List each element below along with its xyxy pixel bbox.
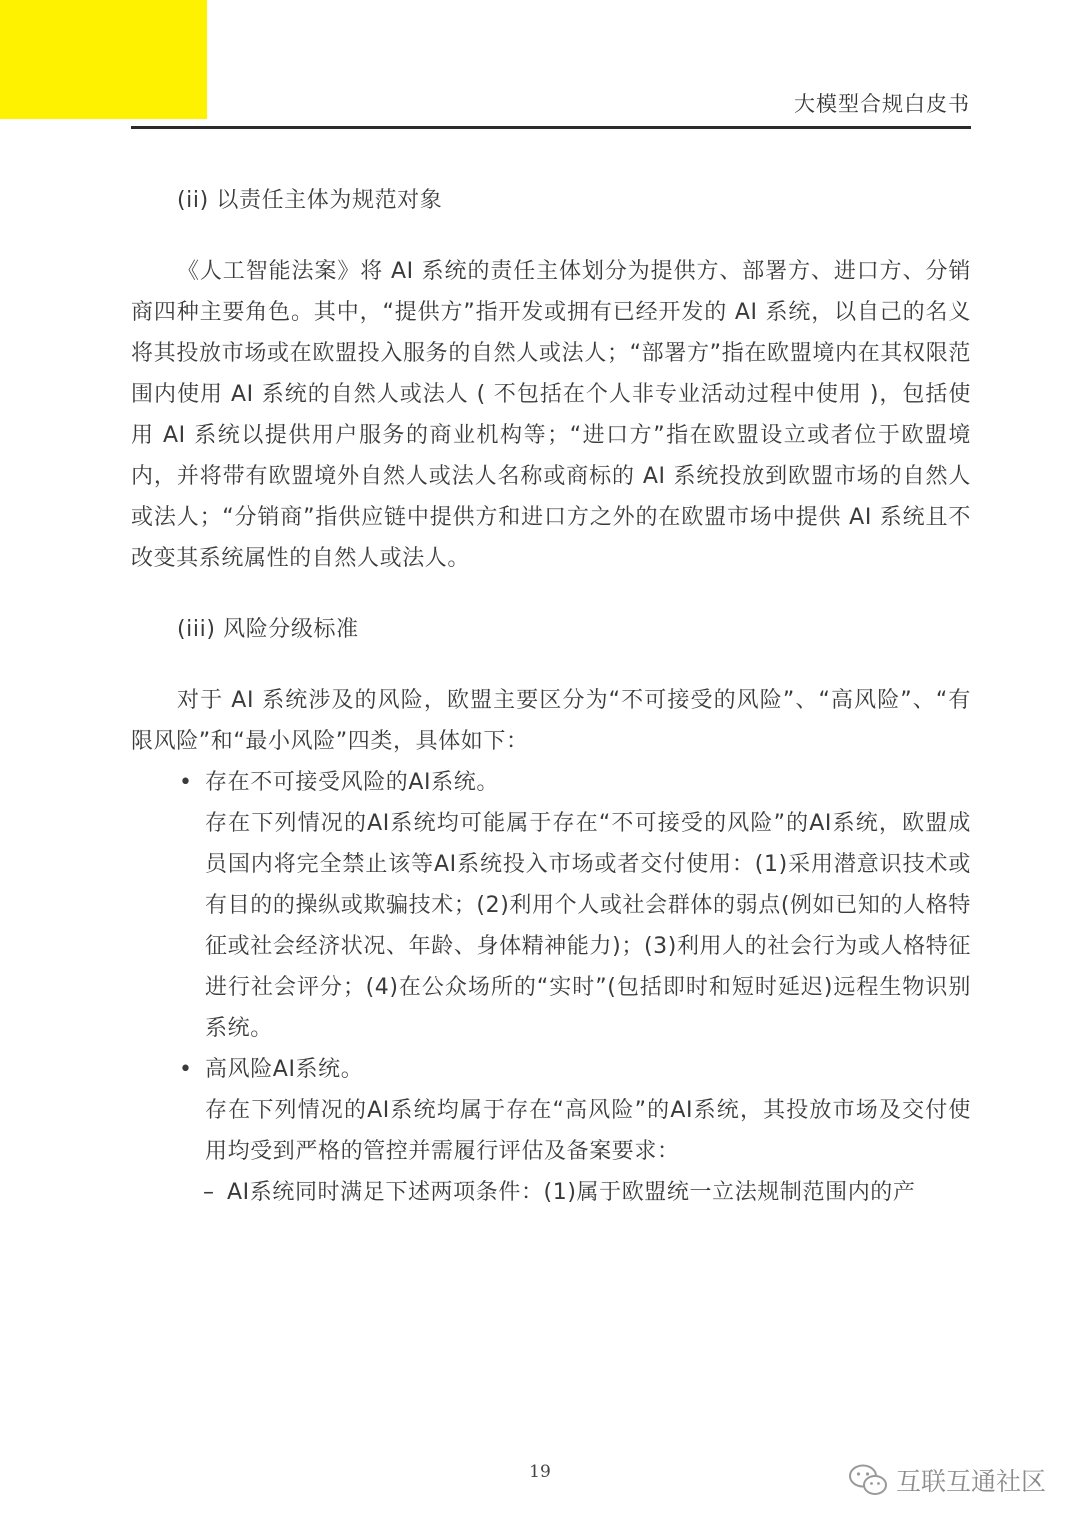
running-header-title: 大模型合规白皮书 bbox=[794, 92, 970, 116]
paragraph-unacceptable-risk: 存在下列情况的AI系统均可能属于存在“不可接受的风险”的AI系统，欧盟成员国内将完全禁止该等AI系统投入市场或者交付使用：(1)采用潜意识技术或有目的的操纵或欺骗技术；(2)利用个人或社会群体的弱点(例如已知的人格特征或社会经济状况、年龄、身体精神能力)；(3)利用人的社会行为或人格特征进行社会评分；(4)在公众场所的“实时”(包括即时和短时延迟)远程生物识别系统。 bbox=[205, 811, 971, 1041]
paragraph-risk-intro: 对于 AI 系统涉及的风险，欧盟主要区分为“不可接受的风险”、“高风险”、“有限风险”和“最小风险”四类，具体如下： bbox=[131, 688, 971, 754]
wechat-icon bbox=[848, 1463, 888, 1497]
bullet-high-risk: • 高风险AI系统。 bbox=[131, 1049, 971, 1090]
watermark bbox=[848, 1462, 1046, 1498]
header-rule bbox=[131, 126, 971, 129]
paragraph-roles: 《人工智能法案》将 AI 系统的责任主体划分为提供方、部署方、进口方、分销商四种主要角色。其中，“提供方”指开发或拥有已经开发的 AI 系统，以自己的名义将其投放市场或在欧盟投入服务的自然人或法人；“部署方”指在欧盟境内在其权限范围内使用 AI 系统的自然人或法人 ( 不包括在个人非专业活动过程中使用 )，包括使用 AI 系统以提供用户服务的商业机构等；“进口方”指在欧盟设立或者位于欧盟境内，并将带有欧盟境外自然人或法人名称或商标的 AI 系统投放到欧盟市场的自然人或法人；“分销商”指供应链中提供方和进口方之外的在欧盟市场中提供 AI 系统且不改变其系统属性的自然人或法人。 bbox=[131, 259, 971, 571]
bullet-unacceptable-risk: • 存在不可接受风险的AI系统。 bbox=[131, 762, 971, 803]
page-body bbox=[131, 180, 971, 1213]
dash-item-conditions: – AI系统同时满足下述两项条件：(1)属于欧盟统一立法规制范围内的产 bbox=[131, 1172, 971, 1213]
yellow-corner-block bbox=[0, 0, 207, 119]
page-number: 19 bbox=[529, 1462, 551, 1482]
heading-responsible-parties: (ii) 以责任主体为规范对象 bbox=[177, 188, 443, 213]
watermark-text: 互联互通社区 bbox=[895, 1467, 1046, 1496]
paragraph-high-risk: 存在下列情况的AI系统均属于存在“高风险”的AI系统，其投放市场及交付使用均受到严格的管控并需履行评估及备案要求： bbox=[205, 1098, 971, 1164]
heading-risk-classification: (iii) 风险分级标准 bbox=[177, 617, 359, 642]
